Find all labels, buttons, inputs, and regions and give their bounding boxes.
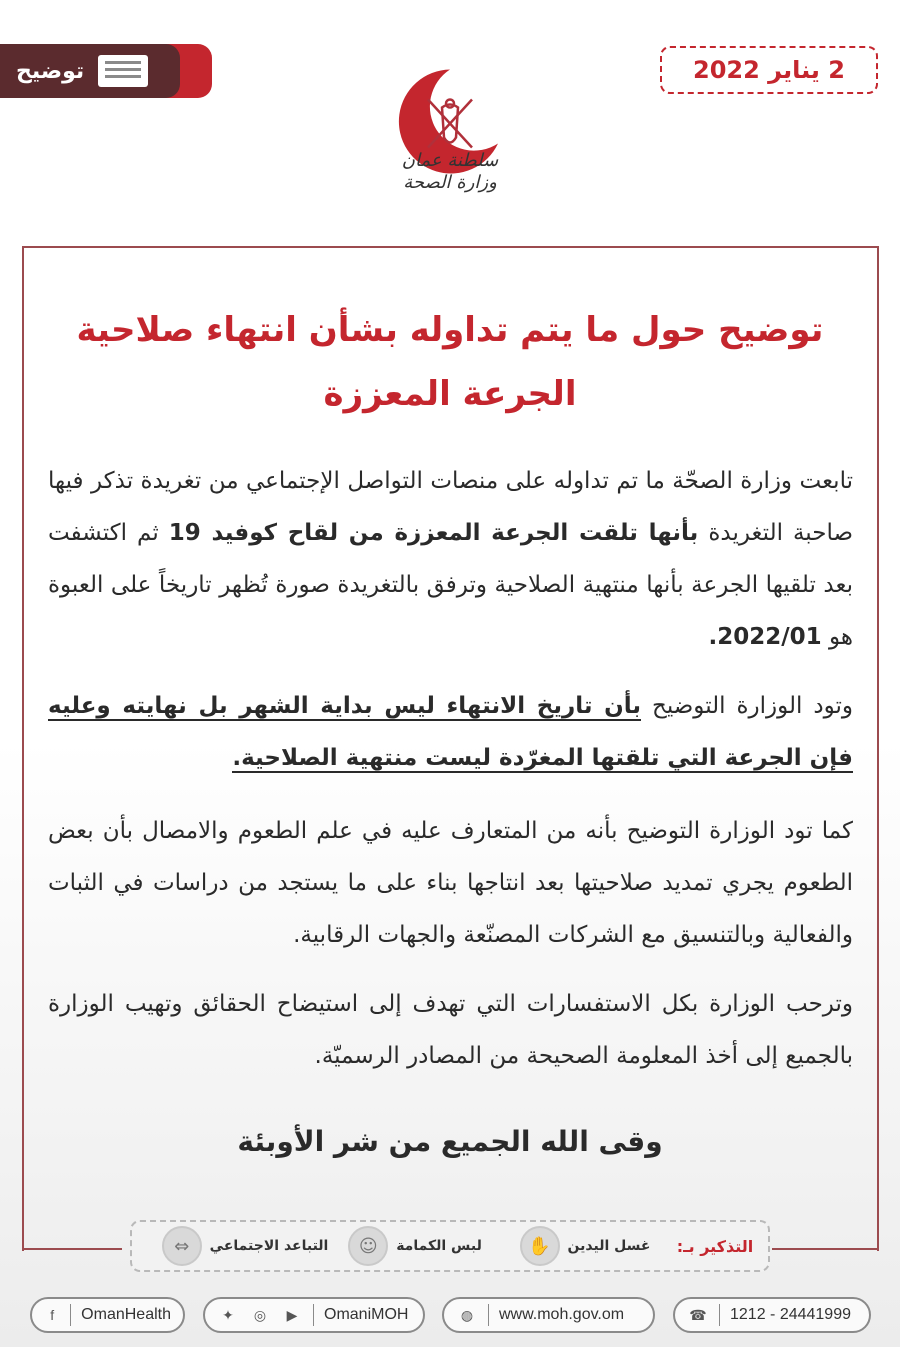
caption-line-1: سلطنة عمان xyxy=(401,150,499,171)
phone-number: 1212 - 24441999 xyxy=(730,1306,851,1323)
divider xyxy=(488,1304,489,1326)
date-badge xyxy=(660,46,878,94)
reminder-label: غسل اليدين xyxy=(567,1238,651,1254)
paragraph-4: وترحب الوزارة بكل الاستفسارات التي تهدف إلى استيضاح الحقائق وتهيب الوزارة بالجميع إلى أخذ المعلومة الصحيحة من المصادر الرسميّة. xyxy=(48,991,853,1069)
paragraph-1 xyxy=(48,455,853,663)
p2-emphasis: بأن تاريخ الانتهاء ليس بداية الشهر بل نهايته وعليه فإن الجرعة التي تلقتها المغرّدة ليست منتهية الصلاحية. xyxy=(48,693,853,771)
reminder-distance xyxy=(160,1226,330,1266)
clarification-tag xyxy=(0,44,212,98)
social-handle: OmaniMOH xyxy=(324,1306,409,1323)
date-text: 2 يناير 2022 xyxy=(693,56,845,84)
hand-wash-icon: ✋ xyxy=(520,1226,560,1266)
ministry-caption xyxy=(378,150,522,194)
frame-edge xyxy=(772,1248,879,1250)
distance-icon: ⇔ xyxy=(162,1226,202,1266)
twitter-icon: ✦ xyxy=(222,1306,234,1323)
paragraph-3: كما تود الوزارة التوضيح بأنه من المتعارف عليه في علم الطعوم والامصال بأن بعض الطعوم يجري تمديد صلاحيتها بعد انتاجها بناء على ما يستجد من دراسات في الثبات والفعالية وبالتنسيق مع الشركات المصنّعة والجهات الرقابية. xyxy=(48,818,853,948)
reminder-label: لبس الكمامة xyxy=(396,1238,482,1254)
p1-text-d: 2022/01. xyxy=(708,624,822,650)
divider xyxy=(719,1304,720,1326)
caption-line-2: وزارة الصحة xyxy=(403,172,497,193)
p2-text-a: وتود الوزارة التوضيح xyxy=(641,693,853,719)
website-url: www.moh.gov.om xyxy=(499,1306,625,1323)
p1-text-a: تابعت وزارة الصحّة ما تم تداوله على منصات التواصل الإجتماعي من تغريدة تذكر فيها صاحبة التغريدة xyxy=(48,468,853,546)
reminder-mask xyxy=(330,1226,500,1266)
facebook-icon: f xyxy=(50,1307,55,1323)
document-icon xyxy=(98,55,148,87)
mask-icon: ☺ xyxy=(348,1226,388,1266)
frame-edge xyxy=(22,1248,122,1250)
phone-link[interactable] xyxy=(673,1297,871,1333)
p1-text-b: بأنها تلقت الجرعة المعززة من لقاح كوفيد 19 xyxy=(168,520,699,546)
instagram-icon: ◎ xyxy=(253,1306,267,1323)
paragraph-2 xyxy=(48,680,853,784)
social-link[interactable] xyxy=(203,1297,425,1333)
tag-label: توضيح xyxy=(16,58,85,84)
facebook-link[interactable] xyxy=(30,1297,185,1333)
phone-icon: ☎ xyxy=(689,1306,707,1323)
reminders-bar xyxy=(130,1220,770,1272)
youtube-icon: ▶ xyxy=(286,1306,298,1323)
reminders-title: التذكير بـ: xyxy=(676,1236,754,1256)
website-link[interactable] xyxy=(442,1297,655,1333)
divider xyxy=(313,1304,314,1326)
facebook-handle: OmanHealth xyxy=(81,1306,171,1323)
p1-text-c: ثم اكتشفت بعد تلقيها الجرعة بأنها منتهية الصلاحية وترفق بالتغريدة صورة تُظهر تاريخاً على العبوة هو xyxy=(48,520,853,650)
page-title: توضيح حول ما يتم تداوله بشأن انتهاء صلاحية الجرعة المعززة xyxy=(76,310,824,414)
closing-line: وقى الله الجميع من شر الأوبئة xyxy=(237,1125,663,1158)
reminder-hand-wash xyxy=(500,1226,670,1266)
reminder-label: التباعد الاجتماعي xyxy=(209,1238,329,1254)
globe-icon: ◍ xyxy=(460,1306,474,1323)
divider xyxy=(70,1304,71,1326)
